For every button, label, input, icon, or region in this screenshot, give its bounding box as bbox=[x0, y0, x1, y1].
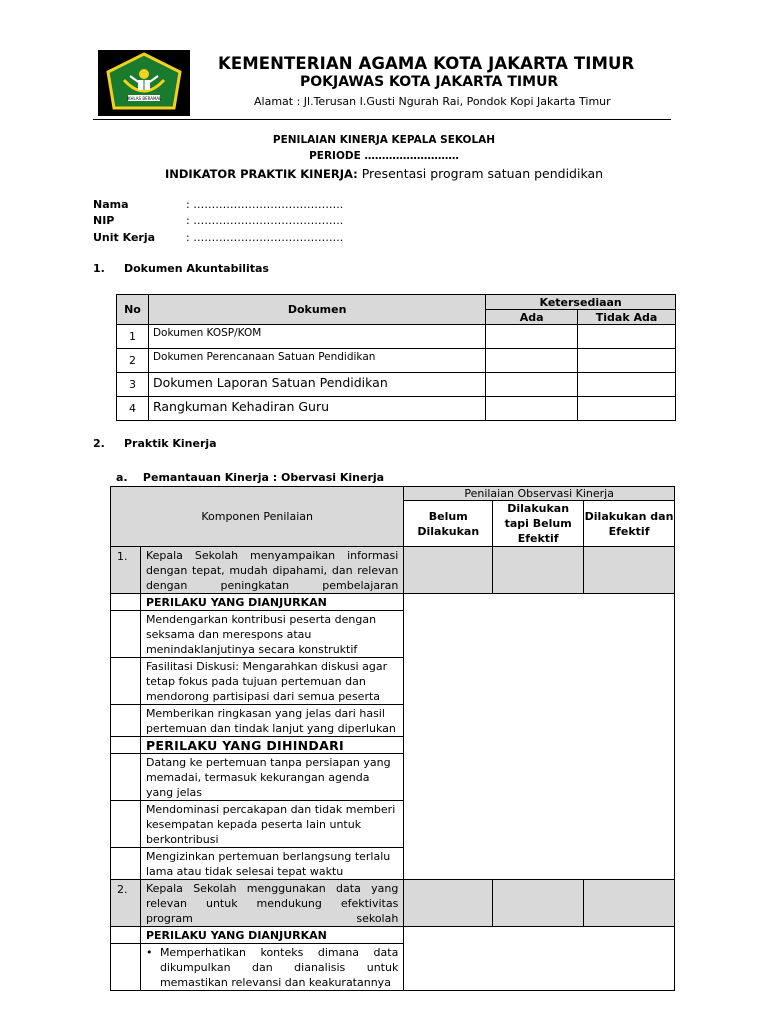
field-label-nip: NIP bbox=[93, 214, 115, 227]
avoided-item: Mendominasi percakapan dan tidak memberi kesempatan kepada peserta lain untuk berkontribusi bbox=[140, 801, 403, 848]
accountability-table bbox=[116, 294, 676, 421]
table-row bbox=[111, 547, 675, 594]
avoided-item: Mengizinkan pertemuan berlangsung terlalu lama atau tidak selesai tepat waktu bbox=[140, 848, 403, 880]
field-label-nama: Nama bbox=[93, 198, 129, 211]
col-header-efektif: Dilakukan dan Efektif bbox=[584, 501, 675, 547]
empty-cell bbox=[111, 927, 141, 944]
tidak-ada-cell[interactable] bbox=[578, 373, 676, 397]
col-header-tidak-ada: Tidak Ada bbox=[578, 310, 676, 325]
row-no: 4 bbox=[117, 397, 149, 421]
table-row bbox=[111, 927, 675, 944]
table-row bbox=[111, 594, 675, 611]
col-header-ketersediaan: Ketersediaan bbox=[486, 295, 676, 310]
header-divider bbox=[93, 119, 671, 120]
item-1-text: Kepala Sekolah menyampaikan informasi dengan tepat, mudah dipahami, dan relevan dengan peningkatan pembelajaran bbox=[140, 547, 403, 594]
row-doc: Dokumen Perencanaan Satuan Pendidikan bbox=[148, 349, 485, 373]
table-row bbox=[117, 373, 676, 397]
tidak-ada-cell[interactable] bbox=[578, 325, 676, 349]
row-no: 2 bbox=[117, 349, 149, 373]
header-address: Alamat : Jl.Terusan I.Gusti Ngurah Rai, Pondok Kopi Jakarta Timur bbox=[254, 95, 611, 108]
row-doc: Dokumen KOSP/KOM bbox=[148, 325, 485, 349]
section-2-heading: 2. Praktik Kinerja bbox=[93, 437, 217, 450]
empty-cell bbox=[111, 754, 141, 801]
efektif-cell[interactable] bbox=[584, 880, 675, 927]
item-2-text: Kepala Sekolah menggunakan data yang relevan untuk mendukung efektivitas program sekolah bbox=[140, 880, 403, 927]
row-no: 1 bbox=[117, 325, 149, 349]
doc-indicator bbox=[0, 166, 768, 181]
field-value-unit-kerja[interactable]: : ………………………………….. bbox=[186, 231, 344, 244]
table-row bbox=[111, 880, 675, 927]
empty-cell bbox=[111, 658, 141, 705]
row-no: 3 bbox=[117, 373, 149, 397]
tidak-ada-cell[interactable] bbox=[578, 349, 676, 373]
bullet-icon: • bbox=[145, 946, 153, 959]
recommended-item: Mendengarkan kontribusi peserta dengan seksama dan merespons atau menindaklanjutinya secara konstruktif bbox=[140, 611, 403, 658]
field-value-nip[interactable]: : ………………………………….. bbox=[186, 214, 344, 227]
svg-text:IKHLAS BERAMAL: IKHLAS BERAMAL bbox=[126, 96, 162, 101]
ministry-logo bbox=[98, 50, 190, 116]
row-doc: Dokumen Laporan Satuan Pendidikan bbox=[148, 373, 485, 397]
recommended-label-2: PERILAKU YANG DIANJURKAN bbox=[140, 927, 403, 944]
tidak-ada-cell[interactable] bbox=[578, 397, 676, 421]
section-1-heading: 1. Dokumen Akuntabilitas bbox=[93, 262, 269, 275]
empty-cell bbox=[111, 737, 141, 754]
indicator-value: Presentasi program satuan pendidikan bbox=[357, 166, 604, 181]
section-2a-heading: a. Pemantauan Kinerja : Obervasi Kinerja bbox=[116, 471, 385, 484]
header-subtitle: POKJAWAS KOTA JAKARTA TIMUR bbox=[300, 74, 559, 90]
doc-period: PERIODE ……………………… bbox=[309, 150, 459, 162]
empty-cell bbox=[111, 944, 141, 991]
table-row bbox=[117, 349, 676, 373]
indicator-label: INDIKATOR PRAKTIK KINERJA: bbox=[164, 167, 358, 181]
tapi-belum-cell[interactable] bbox=[493, 547, 584, 594]
doc-title: PENILAIAN KINERJA KEPALA SEKOLAH bbox=[272, 134, 496, 146]
table-row bbox=[117, 325, 676, 349]
row-doc: Rangkuman Kehadiran Guru bbox=[148, 397, 485, 421]
ada-cell[interactable] bbox=[486, 397, 578, 421]
col-header-observasi: Penilaian Observasi Kinerja bbox=[404, 487, 675, 501]
empty-cell bbox=[111, 801, 141, 848]
empty-cell bbox=[111, 705, 141, 737]
col-header-no: No bbox=[117, 295, 149, 325]
col-header-ada: Ada bbox=[486, 310, 578, 325]
recommended-item: Fasilitasi Diskusi: Mengarahkan diskusi agar tetap fokus pada tujuan pertemuan dan mendorong partisipasi dari semua peserta bbox=[140, 658, 403, 705]
ada-cell[interactable] bbox=[486, 373, 578, 397]
belum-cell[interactable] bbox=[404, 880, 493, 927]
empty-cell bbox=[111, 594, 141, 611]
item-2-number: 2. bbox=[111, 880, 141, 927]
merged-empty-cell bbox=[404, 594, 675, 880]
belum-cell[interactable] bbox=[404, 547, 493, 594]
recommended-2-text: Memperhatikan konteks dimana data dikumpulkan dan dianalisis untuk memastikan relevansi dan keakuratannya bbox=[159, 946, 399, 989]
field-value-nama[interactable]: : ………………………………….. bbox=[186, 198, 344, 211]
col-header-dokumen: Dokumen bbox=[148, 295, 485, 325]
ada-cell[interactable] bbox=[486, 325, 578, 349]
empty-cell bbox=[111, 848, 141, 880]
recommended-label: PERILAKU YANG DIANJURKAN bbox=[140, 594, 403, 611]
avoided-item: Datang ke pertemuan tanpa persiapan yang memadai, termasuk kekurangan agenda yang jelas bbox=[140, 754, 403, 801]
observation-table bbox=[110, 486, 675, 991]
col-header-tapi-belum-efektif: Dilakukan tapi Belum Efektif bbox=[493, 501, 584, 547]
recommended-2-item bbox=[140, 944, 403, 991]
merged-empty-cell bbox=[404, 927, 675, 991]
ada-cell[interactable] bbox=[486, 349, 578, 373]
col-header-belum: Belum Dilakukan bbox=[404, 501, 493, 547]
field-label-unit-kerja: Unit Kerja bbox=[93, 231, 156, 244]
recommended-item: Memberikan ringkasan yang jelas dari hasil pertemuan dan tindak lanjut yang diperlukan bbox=[140, 705, 403, 737]
efektif-cell[interactable] bbox=[584, 547, 675, 594]
avoided-label: PERILAKU YANG DIHINDARI bbox=[140, 737, 403, 754]
header-title: KEMENTERIAN AGAMA KOTA JAKARTA TIMUR bbox=[218, 54, 635, 73]
table-row bbox=[117, 397, 676, 421]
tapi-belum-cell[interactable] bbox=[493, 880, 584, 927]
col-header-komponen: Komponen Penilaian bbox=[111, 487, 404, 547]
item-1-number: 1. bbox=[111, 547, 141, 594]
empty-cell bbox=[111, 611, 141, 658]
